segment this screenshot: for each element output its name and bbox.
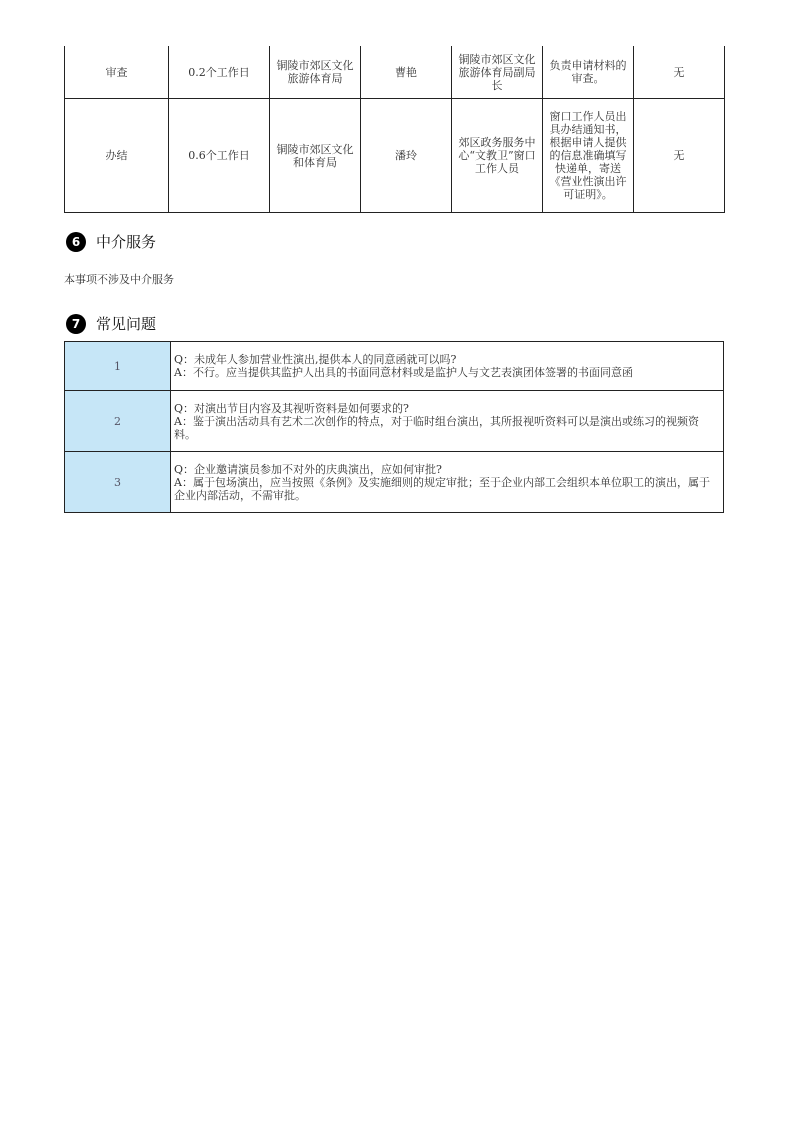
- section-heading-faq: [66, 313, 156, 334]
- table-row: [65, 46, 725, 99]
- other-cell: 无: [634, 46, 725, 99]
- duty-cell: 负责申请材料的审查。: [543, 46, 634, 99]
- faq-answer: A：鉴于演出活动具有艺术二次创作的特点，对于临时组台演出，其所报视听资料可以是演出或练习的视频资料。: [174, 414, 699, 441]
- step-cell: 办结: [65, 99, 169, 213]
- faq-content: [171, 391, 724, 452]
- faq-question: Q：企业邀请演员参加不对外的庆典演出，应如何审批?: [174, 462, 442, 476]
- intermediary-text: 本事项不涉及中介服务: [64, 273, 174, 286]
- number-7-icon: 7: [66, 314, 86, 334]
- faq-content: [171, 342, 724, 391]
- faq-answer: A：属于包场演出，应当按照《条例》及实施细则的规定审批；至于企业内部工会组织本单位职工的演出，属于企业内部活动，不需审批。: [174, 475, 710, 502]
- faq-row: [65, 452, 724, 513]
- dept-cell: 铜陵市郊区文化和体育局: [270, 99, 361, 213]
- process-table: [64, 46, 725, 213]
- faq-index: 1: [65, 342, 171, 391]
- position-cell: 铜陵市郊区文化旅游体育局副局长: [452, 46, 543, 99]
- time-cell: 0.6个工作日: [169, 99, 270, 213]
- faq-question: Q：对演出节目内容及其视听资料是如何要求的?: [174, 401, 409, 415]
- dept-cell: 铜陵市郊区文化旅游体育局: [270, 46, 361, 99]
- person-cell: 曹艳: [361, 46, 452, 99]
- faq-content: [171, 452, 724, 513]
- duty-cell: 窗口工作人员出具办结通知书，根据申请人提供的信息准确填写快递单，寄送《营业性演出许可证明》。: [543, 99, 634, 213]
- step-cell: 审查: [65, 46, 169, 99]
- faq-index: 2: [65, 391, 171, 452]
- faq-row: [65, 391, 724, 452]
- section-heading-intermediary: [66, 231, 156, 252]
- faq-index: 3: [65, 452, 171, 513]
- faq-row: [65, 342, 724, 391]
- person-cell: 潘玲: [361, 99, 452, 213]
- number-6-icon: 6: [66, 232, 86, 252]
- table-row: [65, 99, 725, 213]
- section-title: 常见问题: [96, 315, 157, 333]
- faq-table: [64, 341, 724, 513]
- faq-answer: A：不行。应当提供其监护人出具的书面同意材料或是监护人与文艺表演团体签署的书面同意函: [174, 366, 633, 379]
- faq-question: Q：未成年人参加营业性演出,提供本人的同意函就可以吗?: [174, 353, 457, 366]
- section-title: 中介服务: [96, 233, 157, 251]
- other-cell: 无: [634, 99, 725, 213]
- time-cell: 0.2个工作日: [169, 46, 270, 99]
- position-cell: 郊区政务服务中心“文教卫”窗口工作人员: [452, 99, 543, 213]
